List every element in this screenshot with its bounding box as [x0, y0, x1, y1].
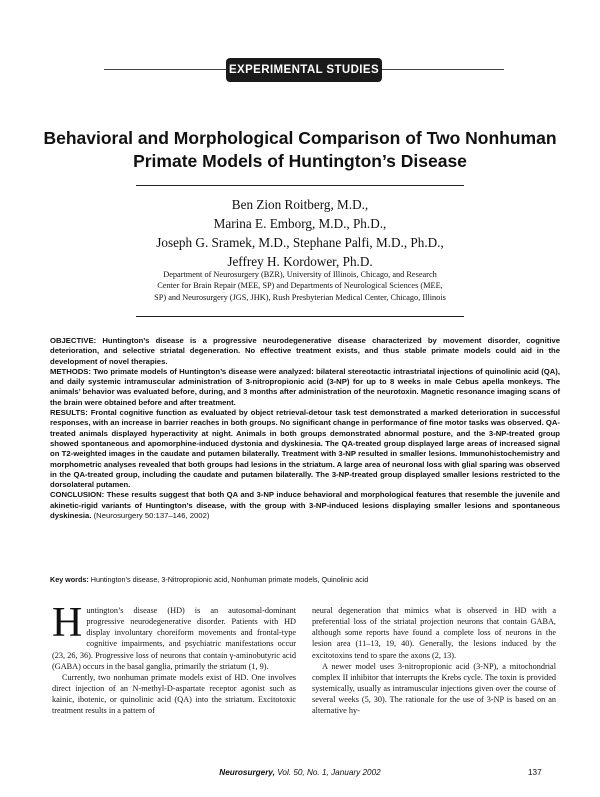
abstract-objective: [50, 336, 560, 367]
keywords: [50, 575, 560, 584]
abstract-results: [50, 408, 560, 490]
footer-journal: Neurosurgery,: [219, 768, 275, 777]
body-text: untington’s disease (HD) is an autosomal-dominant progressive neurodegenerative disorder. Patients with HD display involuntary choreiform movements and frontal-type cognitive impairments, and psychiatric manifestations occur (23, 26, 36). Progressive loss of neurons that contain γ-aminobutyric acid (GABA) occurs in the basal ganglia, primarily the striatum (1, 9).: [52, 606, 296, 671]
title-rule-top: [136, 185, 464, 186]
drop-cap: H: [52, 600, 83, 646]
abstract-text: These results suggest that both QA and 3-NP induce behavioral and morphological features that resemble the juvenile and akinetic-rigid variants of Huntington’s disease, with the group with 3-NP-induced lesions displaying smaller lesions and spontaneous dyskinesia.: [50, 490, 560, 521]
title-rule-bottom: [136, 316, 464, 317]
body-text: Currently, two nonhuman primate models exist of HD. One involves direct injection of an N-methyl-D-aspartate receptor agonist such as kainic, ibotenic, or quinolinic acid (QA) into the striatum. Excitotoxic treatment results in a pattern of: [52, 672, 296, 716]
title-line: Behavioral and Morphological Comparison of Two Nonhuman: [43, 128, 557, 148]
abstract-citation: (Neurosurgery 50:137–146, 2002): [93, 511, 210, 521]
title-line: Primate Models of Huntington’s Disease: [133, 151, 467, 171]
abstract-text: Huntington’s disease is a progressive neurodegenerative disease characterized by movement disorder, cognitive deterioration, and selective striatal degeneration. No effective treatment exists, and thus stable primate models could aid in the development of novel therapies.: [50, 336, 561, 366]
author-line: Marina E. Emborg, M.D., Ph.D.,: [213, 216, 387, 231]
body-paragraph: [52, 600, 296, 672]
page-footer: [190, 768, 410, 777]
abstract-text: Frontal cognitive function as evaluated by object retrieval-detour task test demonstrated a marked deterioration in successful responses, with an increase in barrier reaches in both groups. No significant change in performance of fine motor tasks was observed. QA-treated animals displayed hyperactivity at night. Animals in both groups demonstrated abnormal posture, and the 3-NP-treated group showed spontaneous and apomorphine-induced dystonia and dyskinesia. The QA-treated group displayed large areas of increased signal on T2-weighted images in the caudate and putamen bilaterally. Treatment with 3-NP resulted in smaller lesions. Immunohistochemistry and morphometric analyses revealed that both groups had lesions in the striatum. A large area of neuronal loss with glial sparing was observed in the QA-treated group, including the caudate and putamen bilaterally. The 3-NP-treated group displayed smaller lesions restricted to the dorsolateral putamen.: [50, 408, 560, 490]
body-text: A newer model uses 3-nitropropionic acid (3-NP), a mitochondrial complex II inhibitor that interrupts the Krebs cycle. The toxin is provided systemically, usually as intramuscular injections given over the course of several weeks (5, 30). The rationale for the use of 3-NP is based on an alternative hy-: [312, 661, 556, 716]
section-banner: [226, 58, 382, 82]
abstract-methods: [50, 367, 560, 408]
keywords-label: Key words:: [50, 575, 89, 584]
section-label: EXPERIMENTAL STUDIES: [228, 64, 380, 76]
body-text: neural degeneration that mimics what is observed in HD with a preferential loss of the striatal projection neurons that contain GABA, although some reports have found a complete loss of neurons in the lesion area (11–13, 19, 40). Generally, the lesions induced by the excitotoxins tend to spare the axons (2, 13).: [312, 606, 556, 660]
abstract-text: Two primate models of Huntington’s disease were analyzed: bilateral stereotactic intrastriatal injections of quinolinic acid (QA), and daily systemic intramuscular administration of 3-nitropropionic acid (3-NP) for up to 8 weeks in male Cebus apella monkeys. The animals’ behavior was evaluated before, during, and 3 months after administration of the neurotoxin. Magnetic resonance imaging scans of the brain were obtained before and after treatment.: [50, 366, 561, 407]
abstract: [50, 336, 560, 521]
author-line: Joseph G. Sramek, M.D., Stephane Palfi, M.D., Ph.D.,: [156, 235, 444, 250]
body-column-left: [52, 600, 296, 717]
abstract-label: CONCLUSION:: [50, 490, 105, 500]
abstract-conclusion: [50, 490, 560, 521]
affiliation-line: Center for Brain Repair (MEE, SP) and Departments of Neurological Sciences (MEE,: [157, 281, 443, 291]
affiliation-line: Department of Neurosurgery (BZR), University of Illinois, Chicago, and Research: [163, 270, 437, 279]
body-paragraph: [52, 672, 296, 717]
abstract-label: OBJECTIVE:: [50, 336, 97, 345]
article-title: [40, 127, 560, 173]
keywords-text: Huntington’s disease, 3-Nitropropionic acid, Nonhuman primate models, Quinolinic acid: [90, 575, 369, 584]
body-paragraph: [312, 605, 556, 661]
author-line: Ben Zion Roitberg, M.D.,: [231, 197, 369, 212]
footer-issue: Vol. 50, No. 1, January 2002: [277, 768, 381, 777]
page-number: 137: [528, 768, 542, 777]
abstract-label: RESULTS:: [50, 408, 88, 418]
affiliations: [90, 269, 510, 303]
body-paragraph: [312, 661, 556, 717]
affiliation-line: SP) and Neurosurgery (JGS, JHK), Rush Presbyterian Medical Center, Chicago, Illinois: [154, 292, 446, 302]
body-column-right: [312, 605, 556, 717]
abstract-label: METHODS:: [50, 366, 91, 376]
author-list: [40, 195, 560, 271]
author-line: Jeffrey H. Kordower, Ph.D.: [227, 254, 373, 269]
banner-rule-left: [104, 69, 226, 70]
banner-rule-right: [382, 69, 504, 70]
